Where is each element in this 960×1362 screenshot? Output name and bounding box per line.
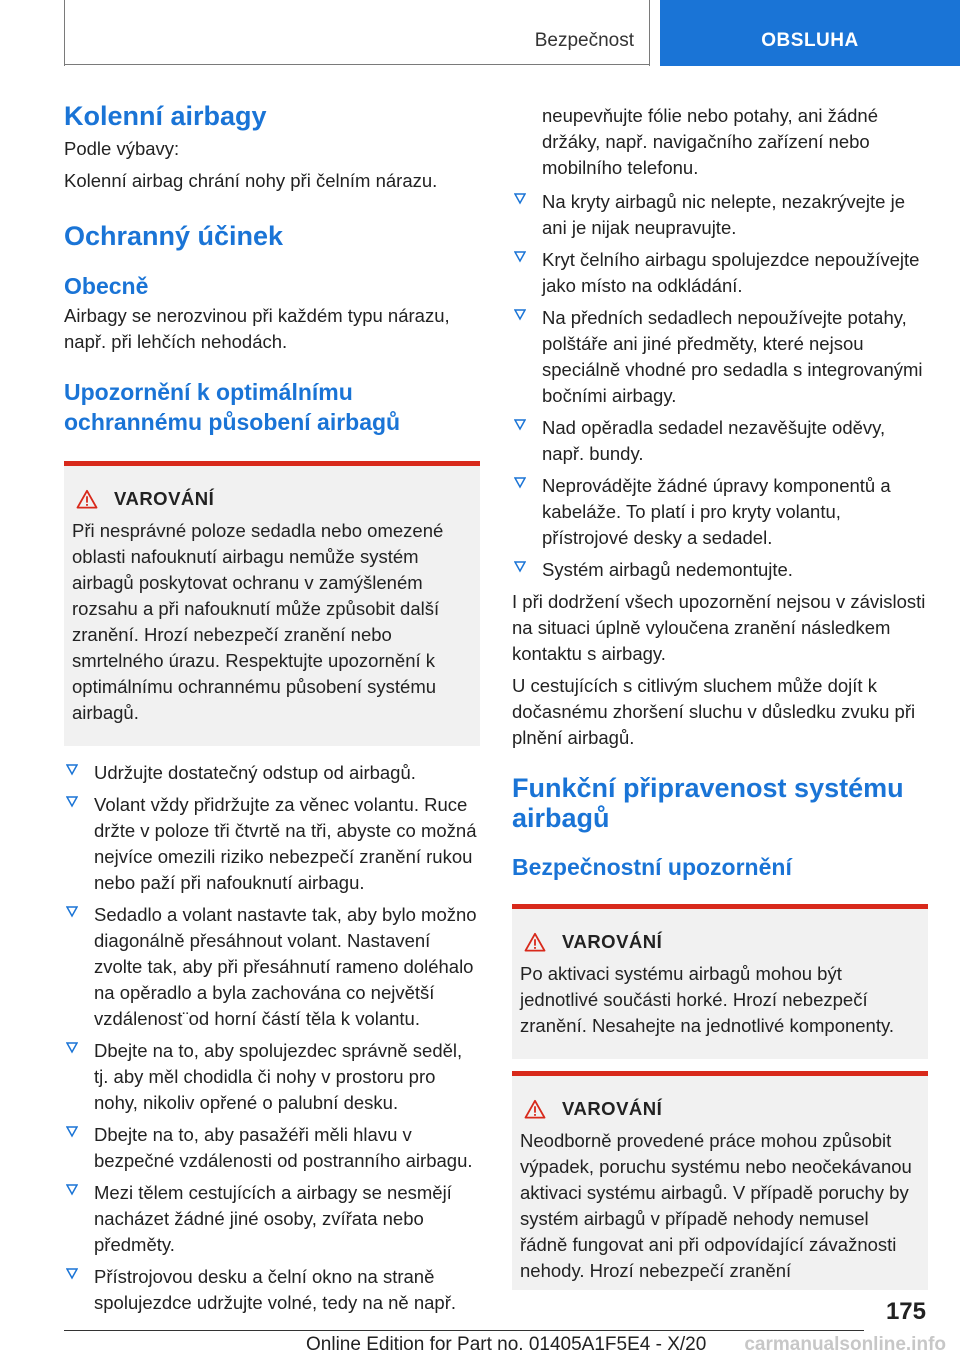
list-item: Na předních sedadlech nepoužívejte potahy, polštáře ani jiné předměty, které nejsou speciálně vhodné pro sedadla s integrovanými bočními airbagy. xyxy=(512,305,928,409)
triangle-bullet-icon xyxy=(514,193,526,205)
heading-knee-airbags: Kolenní airbagy xyxy=(64,101,267,131)
triangle-bullet-icon xyxy=(514,477,526,489)
watermark: carmanualsonline.info xyxy=(744,1334,946,1355)
triangle-bullet-icon xyxy=(66,764,78,776)
right-column xyxy=(512,103,928,1290)
bullet-list-right xyxy=(512,189,928,583)
warning-text: Při nesprávné poloze sedadla nebo omezené oblasti nafouknutí airbagu nemůže systém airbagů poskytovat ochranu v zamýšleném rozsahu a při nafouknutí může způsobit další zranění. Hrozí nebezpečí zranění nebo smrtelného úrazu. Respektujte upozornění k optimálnímu ochrannému působení systému airbagů. xyxy=(72,520,444,723)
warning-triangle-icon xyxy=(524,1099,546,1119)
warning-box xyxy=(64,461,480,746)
warning-title-text: VAROVÁNÍ xyxy=(562,931,663,952)
warning-title xyxy=(72,488,470,510)
para-knee-airbag: Kolenní airbag chrání nohy při čelním nárazu. xyxy=(64,170,438,191)
header-section-title: Bezpečnost xyxy=(534,30,634,51)
warning-triangle-icon xyxy=(524,932,546,952)
header-divider-left xyxy=(64,0,65,66)
list-item: Sedadlo a volant nastavte tak, aby bylo možno diagonálně přesáhnout volant. Nastavení zvolte tak, aby při přesáhnutí rameno doléhalo na opěradlo a byla zachována co největší vzdálenost¨od horní částí těla k volantu. xyxy=(64,902,480,1032)
triangle-bullet-icon xyxy=(514,419,526,431)
warning-box xyxy=(512,1071,928,1290)
heading-protective-effect: Ochranný účinek xyxy=(64,221,284,251)
warning-triangle-icon xyxy=(76,489,98,509)
para-continued: neupevňujte fólie nebo potahy, ani žádné držáky, např. navigačního zařízení nebo mobilního telefonu. xyxy=(542,105,879,178)
triangle-bullet-icon xyxy=(66,796,78,808)
list-item: Mezi tělem cestujících a airbagy se nesmějí nacházet žádné jiné osoby, zvířata nebo předměty. xyxy=(64,1180,480,1258)
list-item: Dbejte na to, aby pasažéři měli hlavu v bezpečné vzdálenosti od postranního airbagu. xyxy=(64,1122,480,1174)
warning-title xyxy=(520,931,918,953)
bullet-list-left xyxy=(64,760,480,1316)
triangle-bullet-icon xyxy=(514,561,526,573)
list-item: Kryt čelního airbagu spolujezdce nepoužívejte jako místo na odkládání. xyxy=(512,247,928,299)
triangle-bullet-icon xyxy=(514,309,526,321)
edition-note: Online Edition for Part no. 01405A1F5E4 - X/20 xyxy=(306,1334,707,1355)
heading-functional-readiness: Funkční připravenost systému airbagů xyxy=(512,773,904,833)
warning-title-text: VAROVÁNÍ xyxy=(114,488,215,509)
triangle-bullet-icon xyxy=(66,1126,78,1138)
warning-text: Po aktivaci systému airbagů mohou být jednotlivé součásti horké. Hrozí nebezpečí zranění. Nesahejte na jednotlivé komponenty. xyxy=(520,963,895,1036)
heading-safety-notes: Bezpečnostní upozornění xyxy=(512,854,792,880)
list-item: Nad opěradla sedadel nezavěšujte oděvy, např. bundy. xyxy=(512,415,928,467)
para-equipment: Podle výbavy: xyxy=(64,138,180,159)
warning-title xyxy=(520,1098,918,1120)
para-injury-note: I při dodržení všech upozornění nejsou v závislosti na situaci úplně vyloučena zranění následkem kontaktu s airbagy. xyxy=(512,591,926,664)
warning-text: Neodborně provedené práce mohou způsobit výpadek, poruchu systému nebo neočekávanou aktivaci systému airbagů. V případě poruchy by systém airbagů v případě nehody nemusel řádně fungovat ani při odpovídající závažnosti nehody. Hrozí nebezpečí zranění xyxy=(520,1130,912,1281)
header-divider-bottom xyxy=(64,64,650,65)
page-number: 175 xyxy=(885,1298,926,1325)
para-general: Airbagy se nerozvinou při každém typu nárazu, např. při lehčích nehodách. xyxy=(64,305,450,352)
list-item: Dbejte na to, aby spolujezdec správně seděl, tj. aby měl chodidla či nohy v prostoru pro nohy, nikoliv opřené o palubní desku. xyxy=(64,1038,480,1116)
list-item: Volant vždy přidržujte za věnec volantu. Ruce držte v poloze tři čtvrtě na tři, abyste co možná nejvíce omezili riziko nebezpečí zranění rukou nebo paží při nafouknutí airbagu. xyxy=(64,792,480,896)
page-header xyxy=(0,0,960,66)
triangle-bullet-icon xyxy=(66,1042,78,1054)
warning-title-text: VAROVÁNÍ xyxy=(562,1098,663,1119)
list-item: Na kryty airbagů nic nelepte, nezakrývejte je ani je nijak neupravujte. xyxy=(512,189,928,241)
list-item: Neprovádějte žádné úpravy komponentů a kabeláže. To platí i pro kryty volantu, přístrojové desky a sedadel. xyxy=(512,473,928,551)
header-divider-right xyxy=(649,0,650,66)
list-item: Udržujte dostatečný odstup od airbagů. xyxy=(64,760,480,786)
header-tab-label: OBSLUHA xyxy=(761,30,859,51)
warning-box xyxy=(512,904,928,1059)
para-hearing-note: U cestujících s citlivým sluchem může dojít k dočasnému zhoršení sluchu v důsledku zvuku při plnění airbagů. xyxy=(512,675,916,748)
triangle-bullet-icon xyxy=(66,906,78,918)
list-item: Přístrojovou desku a čelní okno na straně spolujezdce udržujte volné, tedy na ně např. xyxy=(64,1264,480,1316)
left-column xyxy=(64,100,480,1322)
header-tab[interactable] xyxy=(660,0,960,66)
footer-rule xyxy=(64,1330,864,1331)
triangle-bullet-icon xyxy=(514,251,526,263)
triangle-bullet-icon xyxy=(66,1268,78,1280)
heading-optimal-protection: Upozornění k optimálnímu ochrannému působení airbagů xyxy=(64,379,401,435)
heading-general: Obecně xyxy=(64,273,149,299)
triangle-bullet-icon xyxy=(66,1184,78,1196)
list-item: Systém airbagů nedemontujte. xyxy=(512,557,928,583)
